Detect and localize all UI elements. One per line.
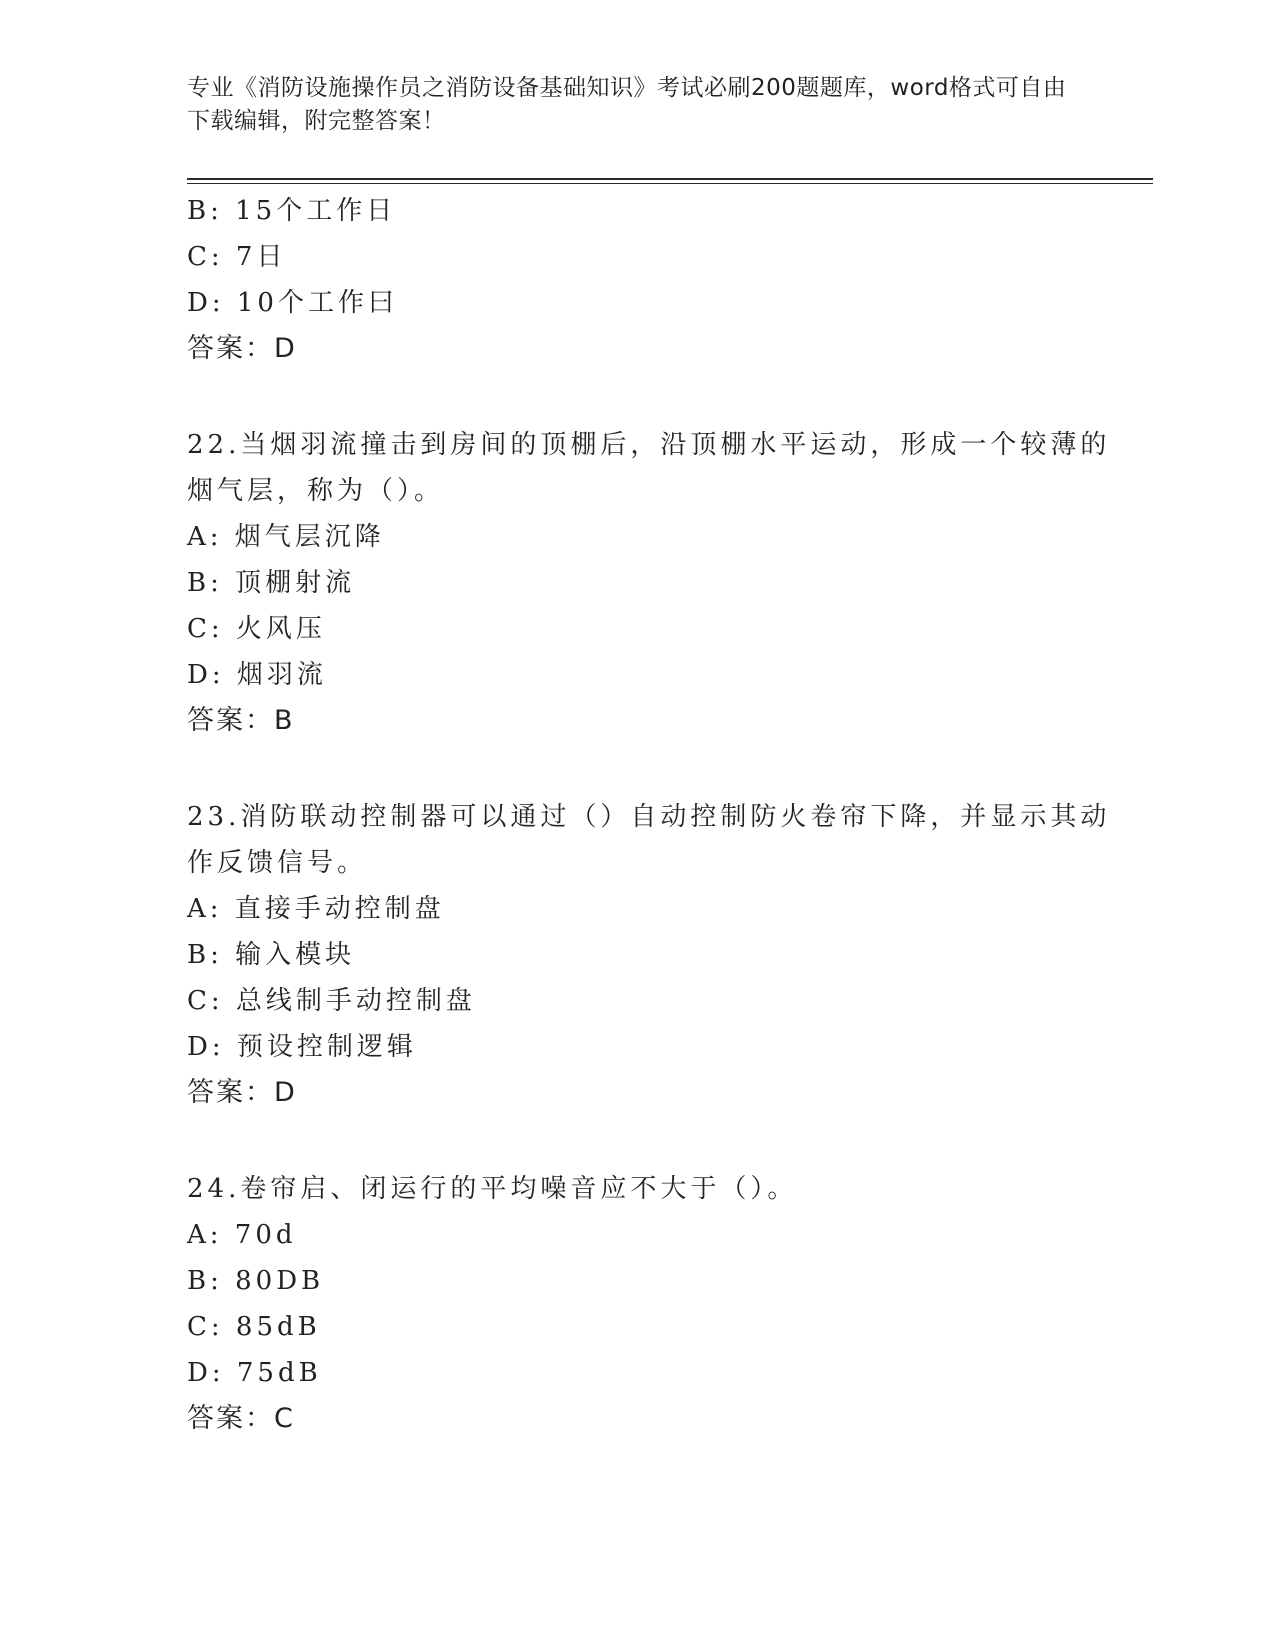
question-stem-line: 24.卷帘启、闭运行的平均噪音应不大于（）。 bbox=[187, 1174, 798, 1204]
option-b: B: 15个工作日 bbox=[187, 196, 397, 226]
answer-line: 答案：D bbox=[187, 1077, 297, 1108]
question-stem-line: 烟气层，称为（）。 bbox=[187, 476, 445, 506]
question-block-22 bbox=[187, 422, 1111, 744]
question-block-21-continued bbox=[187, 188, 1087, 372]
question-list bbox=[187, 188, 1111, 1442]
question-stem-line: 22.当烟羽流撞击到房间的顶棚后，沿顶棚水平运动，形成一个较薄的 bbox=[187, 430, 1111, 460]
option-d: D: 预设控制逻辑 bbox=[187, 1032, 417, 1062]
question-block-23 bbox=[187, 794, 1111, 1116]
header-divider-thick bbox=[187, 178, 1153, 180]
option-d: D: 烟羽流 bbox=[187, 660, 327, 690]
option-c: C: 总线制手动控制盘 bbox=[187, 986, 476, 1016]
option-b: B: 输入模块 bbox=[187, 940, 356, 970]
option-d: D: 10个工作曰 bbox=[187, 288, 398, 318]
question-stem-line: 作反馈信号。 bbox=[187, 848, 368, 878]
option-c: C: 85dB bbox=[187, 1312, 321, 1342]
answer-line: 答案：D bbox=[187, 333, 297, 364]
question-block-24 bbox=[187, 1166, 1087, 1442]
option-c: C: 火风压 bbox=[187, 614, 326, 644]
answer-line: 答案：C bbox=[187, 1403, 295, 1434]
option-d: D: 75dB bbox=[187, 1358, 322, 1388]
option-a: A: 70d bbox=[187, 1220, 297, 1250]
option-b: B: 顶棚射流 bbox=[187, 568, 356, 598]
option-b: B: 80DB bbox=[187, 1266, 325, 1296]
option-a: A: 烟气层沉降 bbox=[187, 522, 385, 552]
answer-line: 答案：B bbox=[187, 705, 295, 736]
question-stem-line: 23.消防联动控制器可以通过（）自动控制防火卷帘下降，并显示其动 bbox=[187, 802, 1111, 832]
option-c: C: 7日 bbox=[187, 242, 287, 272]
option-a: A: 直接手动控制盘 bbox=[187, 894, 445, 924]
header-divider-thin bbox=[187, 183, 1153, 184]
page-header: 专业《消防设施操作员之消防设备基础知识》考试必刷200题题库，word格式可自由下载编辑，附完整答案！ bbox=[187, 75, 1067, 134]
